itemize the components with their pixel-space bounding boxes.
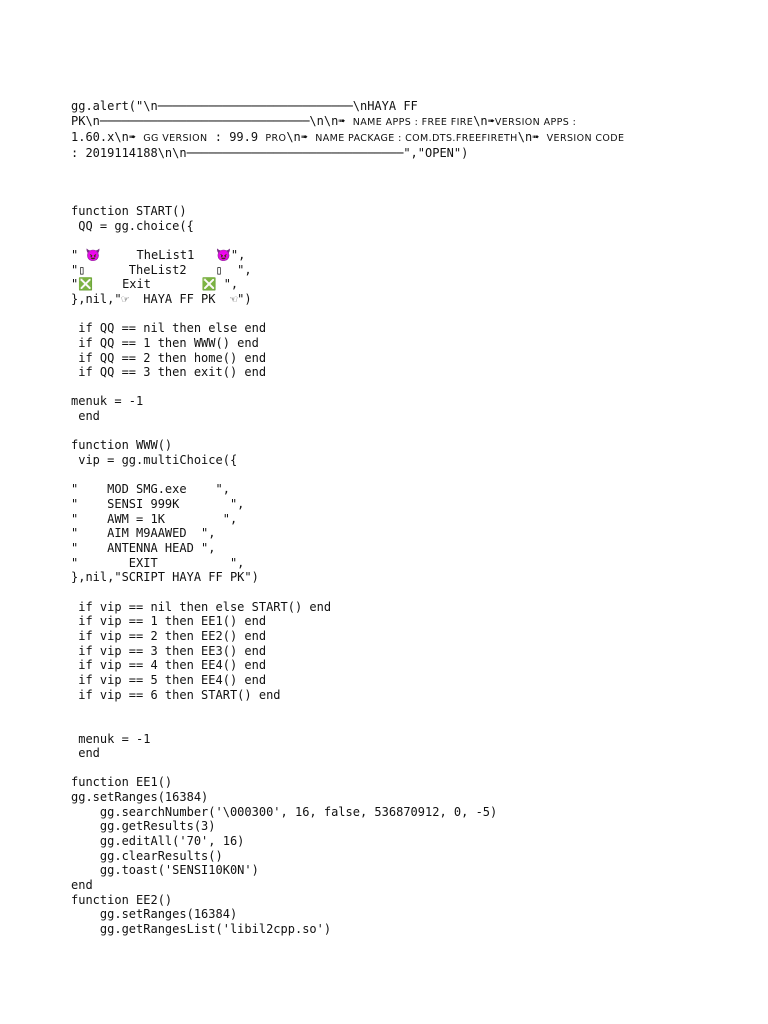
alert-line-4-text: : 2019114188\n\n──────────────────────────────","OPEN") bbox=[71, 146, 469, 160]
code-line: QQ = gg.choice({ bbox=[71, 218, 194, 233]
code-line: if vip == 5 then EE4() end bbox=[71, 672, 267, 687]
code-line: " 😈 TheList1 😈", bbox=[71, 247, 246, 262]
alert-line-3-part-e: \n➠ bbox=[286, 130, 316, 144]
code-line: " AWM = 1K ", bbox=[71, 511, 238, 526]
code-line: if vip == 2 then EE2() end bbox=[71, 628, 267, 643]
code-line: if vip == 1 then EE1() end bbox=[71, 614, 267, 629]
code-line bbox=[71, 424, 731, 439]
code-line: function WWW() bbox=[71, 438, 173, 453]
code-line: " SENSI 999K ", bbox=[71, 497, 245, 512]
code-line: gg.getResults(3) bbox=[71, 819, 216, 834]
code-line bbox=[71, 717, 731, 732]
code-line: function EE1() bbox=[71, 775, 173, 790]
alert-line-3-part-h: VERSION CODE bbox=[546, 133, 625, 144]
code-line: " ANTENNA HEAD ", bbox=[71, 541, 216, 556]
code-line: vip = gg.multiChoice({ bbox=[71, 453, 238, 468]
code-line: if vip == 3 then EE3() end bbox=[71, 643, 267, 658]
alert-line-1 bbox=[71, 99, 711, 114]
code-line bbox=[71, 585, 731, 600]
alert-line-3-part-c: : 99.9 bbox=[207, 130, 266, 144]
alert-line-2-part-d: VERSION APPS : bbox=[494, 117, 577, 128]
code-line: gg.clearResults() bbox=[71, 848, 223, 863]
code-line: gg.toast('SENSI10K0N') bbox=[71, 863, 259, 878]
alert-line-3-part-f: NAME PACKAGE : COM.DTS.FREEFIRETH bbox=[315, 133, 518, 144]
code-line: if QQ == 2 then home() end bbox=[71, 350, 267, 365]
code-line: end bbox=[71, 746, 100, 761]
code-line: "❎ Exit ❎ ", bbox=[71, 277, 239, 292]
alert-line-4 bbox=[71, 146, 711, 161]
code-line: end bbox=[71, 409, 100, 424]
code-line bbox=[71, 761, 731, 776]
alert-line-2-part-b: NAME APPS : FREE FIRE bbox=[352, 117, 474, 128]
alert-line-3-part-d: PRO bbox=[265, 133, 287, 144]
code-line: function EE2() bbox=[71, 892, 173, 907]
code-line: " MOD SMG.exe ", bbox=[71, 482, 230, 497]
code-line: gg.setRanges(16384) bbox=[71, 907, 238, 922]
code-line bbox=[71, 307, 731, 322]
alert-line-3-part-b: GG VERSION bbox=[143, 133, 208, 144]
code-line bbox=[71, 702, 731, 717]
code-line: if QQ == 3 then exit() end bbox=[71, 365, 267, 380]
alert-line-2-part-c: \n➠ bbox=[473, 114, 495, 128]
code-line: menuk = -1 bbox=[71, 394, 144, 409]
code-line: if vip == nil then else START() end bbox=[71, 599, 332, 614]
code-line: },nil,"SCRIPT HAYA FF PK") bbox=[71, 570, 259, 585]
code-line: gg.getRangesList('libil2cpp.so') bbox=[71, 922, 332, 937]
code-line: },nil,"☞ HAYA FF PK ☜") bbox=[71, 291, 252, 306]
code-line: " EXIT ", bbox=[71, 555, 245, 570]
code-line bbox=[71, 233, 731, 248]
alert-line-3-part-a: 1.60.x\n➠ bbox=[71, 130, 144, 144]
code-line: function START() bbox=[71, 204, 187, 218]
code-line: if QQ == 1 then WWW() end bbox=[71, 335, 259, 350]
alert-line-2-part-a: PK\n─────────────────────────────\n\n➠ bbox=[71, 114, 353, 128]
code-line: if QQ == nil then else end bbox=[71, 321, 267, 336]
alert-line-2 bbox=[71, 114, 711, 130]
code-line: if vip == 6 then START() end bbox=[71, 687, 281, 702]
alert-line-3-part-g: \n➠ bbox=[517, 130, 547, 144]
code-line: gg.setRanges(16384) bbox=[71, 790, 209, 805]
code-line: " AIM M9AAWED ", bbox=[71, 526, 216, 541]
code-line: "▯ TheList2 ▯ ", bbox=[71, 262, 252, 277]
code-line bbox=[71, 468, 731, 483]
alert-line-3 bbox=[71, 130, 711, 146]
code-line: gg.searchNumber('\000300', 16, false, 536870912, 0, -5) bbox=[71, 804, 498, 819]
code-line: end bbox=[71, 878, 93, 893]
alert-statement bbox=[71, 99, 711, 161]
code-line: if vip == 4 then EE4() end bbox=[71, 658, 267, 673]
code-line: gg.editAll('70', 16) bbox=[71, 834, 245, 849]
code-block bbox=[71, 204, 731, 937]
code-line: menuk = -1 bbox=[71, 731, 151, 746]
code-line bbox=[71, 380, 731, 395]
alert-line-1-text: gg.alert("\n───────────────────────────\nHAYA FF bbox=[71, 99, 418, 113]
